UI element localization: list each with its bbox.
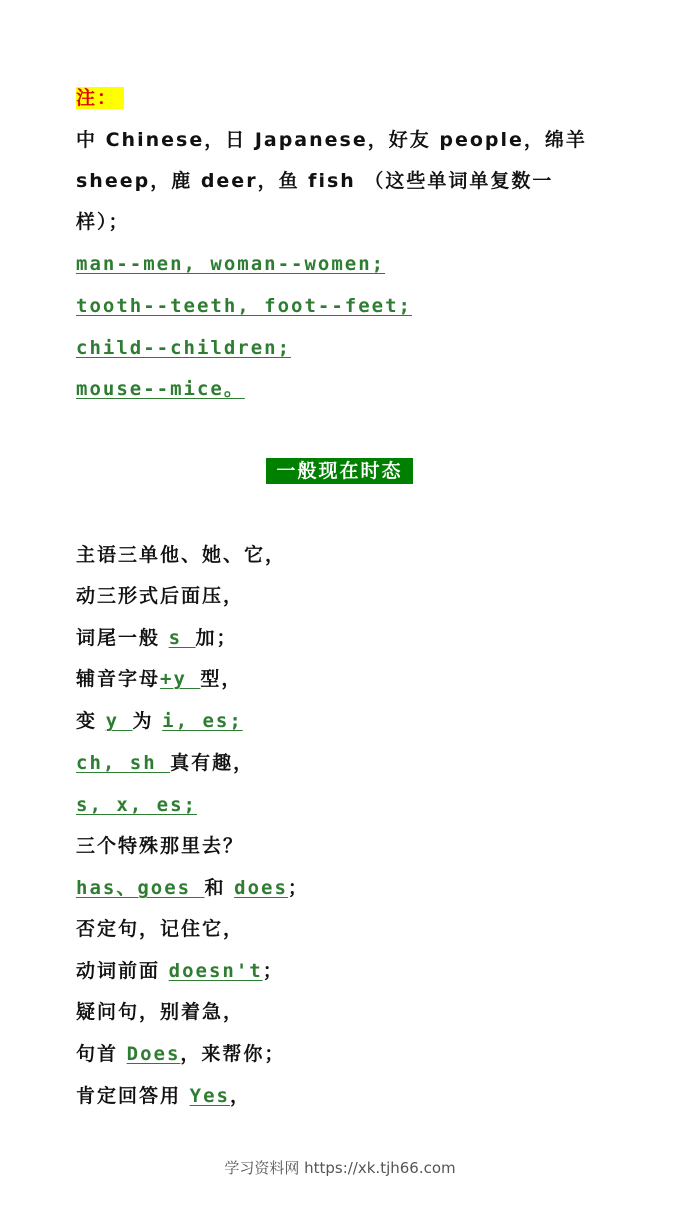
rhyme-line-8: 三个特殊那里去？ [76,835,245,857]
irregular-plural-3: child--children; [76,337,292,359]
note-label: 注： [76,87,124,109]
note-line-1: 中 Chinese，日 Japanese，好友 people，绵羊 [76,129,587,151]
irregular-plural-4: mouse--mice。 [76,378,245,400]
rhyme-line-11: 动词前面 doesn't； [76,960,284,982]
rhyme-line-4: 辅音字母+y 型， [76,668,243,690]
rhyme-line-3: 词尾一般 s 加； [76,627,238,649]
rhyme-line-7: s, x, es; [76,794,197,816]
rhyme-line-5: 变 y 为 i, es; [76,710,243,732]
rhyme-line-13: 句首 Does，来帮你； [76,1043,286,1065]
note-line-2: sheep，鹿 deer，鱼 fish （这些单词单复数一 [76,170,554,192]
rhyme-line-6: ch, sh 真有趣， [76,752,255,774]
footer-watermark: 学习资料网 https://xk.tjh66.com [224,1159,456,1177]
rhyme-line-1: 主语三单他、她、它， [76,544,287,566]
irregular-plural-2: tooth--teeth, foot--feet; [76,295,412,317]
rhyme-line-9: has、goes 和 does； [76,877,309,899]
rhyme-line-14: 肯定回答用 Yes， [76,1085,251,1107]
rhyme-line-12: 疑问句，别着急， [76,1001,245,1023]
note-line-3: 样）； [76,211,130,233]
rhyme-line-2: 动三形式后面压， [76,585,245,607]
note-label-line [76,86,124,110]
rhyme-line-10: 否定句，记住它， [76,918,245,940]
irregular-plural-1: man--men, woman--women; [76,253,386,275]
section-heading: 一般现在时态 [266,458,413,484]
